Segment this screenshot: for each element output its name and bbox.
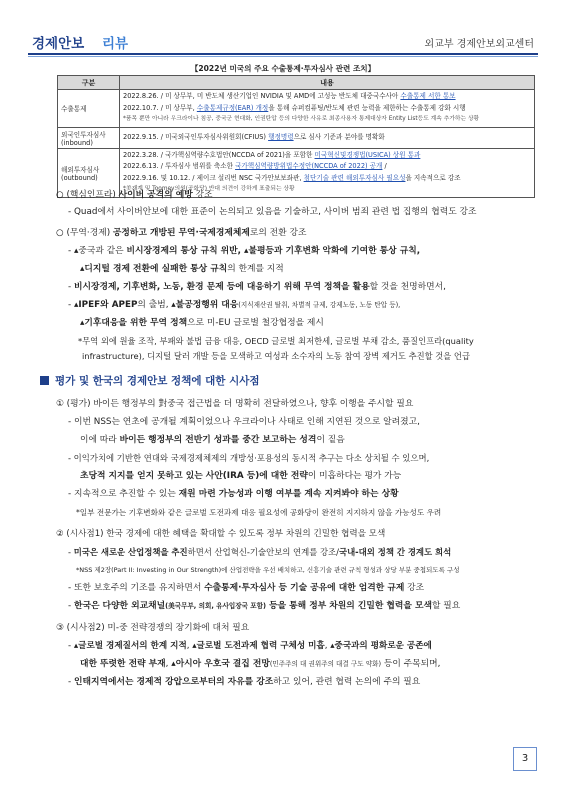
- text: 이에 따라: [80, 435, 120, 445]
- report-title-suffix: 리뷰: [102, 36, 129, 52]
- text: 강조: [404, 583, 425, 593]
- sub-bullet: [68, 281, 446, 294]
- square-bullet-icon: [40, 376, 49, 385]
- text: , ▴: [165, 659, 176, 669]
- text: (美국무부, 의회, 유사입장국 포함): [165, 602, 267, 610]
- text: 국내-대외 정책 간 경계도 희석: [338, 547, 452, 557]
- text: 재원 마련 가능성과 이행 여부를 계속 지켜봐야 하는 상황: [178, 489, 399, 499]
- sub-bullet: [68, 488, 399, 501]
- sub-bullet: - Quad에서 사이버안보에 대한 표준이 논의되고 있음을 기술하고, 사이버 범죄 관련 법 집행의 협력도 강조: [68, 207, 477, 217]
- sub-bullet: [68, 299, 400, 312]
- text: , ▴: [186, 641, 197, 651]
- sub-bullet-cont: [80, 263, 284, 276]
- text: 하면서 산업혁신-기술안보의 연계를 강조/: [187, 547, 339, 557]
- sub-bullet: - 이번 NSS는 연초에 공개될 계획이었으나 우크라이나 사태로 인해 지연된 것으로 알려졌고,: [68, 417, 420, 427]
- text: - ▴: [68, 641, 79, 651]
- link-outbound-review[interactable]: 첨단기술 관련 해외투자심사 필요성: [303, 173, 406, 182]
- text: 을 지속적으로 강조: [405, 173, 461, 182]
- report-title: 경제안보: [32, 36, 85, 52]
- footnote: *무역 외에 원율 조작, 부패와 불법 금융 대응, OECD 글로벌 최저한세, 글로벌 부채 감소, 품질인프라(quality: [78, 336, 474, 346]
- text: 미국은 새로운 산업정책을 추진: [73, 547, 188, 557]
- text: 디지털 경제 전환에 실패한 통상 규칙: [84, 264, 228, 274]
- footnote: *일부 전문가는 기후변화와 같은 글로벌 도전과제 대응 필요성에 공화당이 완전히 지지하지 않을 가능성도 우려: [76, 508, 442, 517]
- text: 초당적 지지를 얻지 못하고 있는 사안(IRA 등)에 대한 전략: [80, 471, 308, 481]
- text: ▴: [80, 264, 85, 274]
- point-implication-2: ③ (시사점2) 미-중 전략경쟁의 장기화에 대처 필요: [56, 623, 250, 633]
- text: 2022.6.13. / 투자심사 범위를 축소한: [123, 162, 236, 170]
- text: - ▴: [68, 300, 79, 310]
- text: (inbound): [61, 138, 93, 147]
- text: 중국과의 평화로운 공존에: [334, 641, 432, 651]
- sub-bullet: [68, 582, 424, 595]
- link-ear-amendment[interactable]: 수출통제규정(EAR) 개정: [196, 103, 269, 112]
- text: ○ (무역·경제): [56, 228, 113, 238]
- table-title: 【2022년 미국의 주요 수출통제·투자심사 관련 조치】: [190, 64, 376, 73]
- text: 평가 및 한국의 경제안보 정책에 대한 시사점: [55, 375, 260, 387]
- text: 을 통해 슈퍼컴퓨팅/반도체 관련 능력을 제한하는 수출통제 강화 시행: [268, 103, 466, 112]
- sub-bullet: [68, 676, 420, 689]
- table-header-content: 내용: [120, 76, 535, 90]
- text: IPEF와 APEP: [78, 300, 138, 310]
- text: 등이 주목되며,: [381, 659, 441, 669]
- text: 2022.10.7. / 미 상무부,: [123, 103, 197, 112]
- text: 불공정행위 대응: [175, 300, 239, 310]
- sub-bullet-cont: [80, 470, 401, 483]
- text: -: [68, 282, 74, 292]
- point-evaluation: ① (평가) 바이든 행정부의 對중국 접근법을 더 명확히 전달하였으나, 향후 이행을 주시할 필요: [56, 399, 414, 409]
- table-header-category: 구분: [58, 76, 120, 90]
- text: 2022.9.16. 및 10.12. / 제이크 설리번 NSC 국가안보보좌관,: [123, 173, 304, 182]
- text: 로의 전환 강조: [249, 228, 307, 238]
- text: 비시장경제, 기후변화, 노동, 환경 문제 등에 대응하기 위해 무역 정책을 활용: [73, 282, 370, 292]
- sub-bullet: [68, 640, 432, 653]
- text: 2022.3.28. / 국가핵심역량수호법안(NCCDA of 2021)을 포함한: [123, 150, 315, 159]
- text: 글로벌 경제질서의 한계 지적: [78, 641, 187, 651]
- text: 으로 미-EU 글로벌 철강협정을 제시: [187, 318, 324, 328]
- footnote-cont: infrastructure), 디지털 달러 개발 등을 모색하고 여성과 소수자의 노동 참여 장벽 제거도 추진할 것을 언급: [82, 351, 470, 361]
- sub-bullet: [68, 245, 420, 258]
- text: ▴: [80, 318, 85, 328]
- page-number: 3: [513, 747, 537, 771]
- sub-bullet: [68, 546, 451, 559]
- text: 으로 심사 기준과 분야를 명확화: [293, 132, 385, 141]
- text: 비시장경제의 통상 규칙 위반, ▴불평등과 기후변화 악화에 기여한 통상 규칙,: [126, 246, 421, 256]
- link-usica[interactable]: 미국혁신및경쟁법(USICA) 상원 통과: [314, 150, 421, 159]
- sub-bullet-cont: [80, 434, 345, 447]
- text: - 또한 보호주의 기조를 유지하면서: [68, 583, 205, 593]
- text: 바이든 행정부의 전반기 성과를 중간 보고하는 성격: [119, 435, 317, 445]
- text: 사이버 공격의 예방: [118, 190, 193, 200]
- text: (민주주의 대 권위주의 대결 구도 약화): [269, 660, 382, 668]
- text: 기후대응을 위한 무역 정책: [84, 318, 188, 328]
- organization-name: 외교부 경제안보외교센터: [424, 39, 534, 50]
- text: -: [68, 601, 74, 611]
- point-implication-1: ② (시사점1) 한국 경제에 대한 혜택을 확대할 수 있도록 정부 차원의 긴밀한 협력을 모색: [56, 529, 386, 539]
- text: - ▴중국과 같은: [68, 246, 127, 256]
- text: 수출통제·투자심사 등 기술 공유에 대한 엄격한 규제: [204, 583, 405, 593]
- text: 이 미흡하다는 평가 가능: [307, 471, 402, 481]
- text: 글로벌 도전과제 협력 구체성 미흡: [196, 641, 325, 651]
- text: 등을 통해 정부 차원의 긴밀한 협력을 모색: [266, 601, 432, 611]
- text: 의 출범, ▴: [137, 300, 176, 310]
- sub-bullet-cont: [80, 658, 440, 671]
- text: -: [68, 677, 74, 687]
- text: 이 짙음: [316, 435, 345, 445]
- text: 할 필요: [431, 601, 461, 611]
- text: 대한 뚜렷한 전략 부재: [80, 659, 166, 669]
- text: 할 것을 천명하면서,: [369, 282, 446, 292]
- text: 강조: [192, 190, 213, 200]
- sub-bullet: - 이익가치에 기반한 연대와 국제경제체제의 개방성·포용성의 동시적 추구는 다소 상치될 수 있으며,: [68, 453, 430, 463]
- sub-bullet-cont: [80, 317, 324, 330]
- link-executive-order[interactable]: 행정명령: [268, 132, 294, 141]
- text: - 지속적으로 추진할 수 있는: [68, 489, 179, 499]
- text: 의 한계를 지적: [227, 264, 284, 274]
- text: 아시아 우호국 결집 전망: [175, 659, 270, 669]
- section-heading: [40, 375, 260, 388]
- text: (outbound): [61, 173, 98, 182]
- link-export-letter[interactable]: 수출통제 서한 통보: [400, 92, 456, 100]
- text: 하고 있어, 관련 협력 논의에 주의 필요: [273, 677, 421, 687]
- table-note: *美재계 및 Toomey의원(공화당) 반대 의견이 강하게 표출되는 상황: [123, 186, 295, 192]
- table-note: *품목 뿐만 아니라 우크라이나 침공, 중국군 현대화, 인권탄압 등의 다양한 사유로 최종사용자 통제대상자 Entity List등도 계속 추가하는 상황: [123, 116, 480, 122]
- text: 2022.9.15. / 미국외국인투자심사위원회(CFIUS): [123, 132, 269, 141]
- bullet-trade: [56, 227, 306, 240]
- footnote: *NSS 제2장(Part II: Investing in Our Strength)에 산업전략을 우선 배치하고, 신흥기술 관련 규칙 형성과 상당 부분 중첩되도록 구성: [76, 566, 460, 574]
- text: /: [382, 162, 387, 170]
- sub-bullet: [68, 600, 460, 613]
- text: 2022.8.26. / 미 상무부, 미 반도체 생산기업인 NVIDIA 및 AMD에 고성능 반도체 대중국수사아: [123, 92, 401, 100]
- text: 해외투자심사: [61, 165, 100, 174]
- text: 인태지역에서는 경제적 강압으로부터의 자유를 강조: [73, 677, 274, 687]
- text: , ▴: [324, 641, 335, 651]
- text: 한국은 다양한 외교채널: [73, 601, 166, 611]
- link-nccda[interactable]: 국가핵심역량방위법수정안(NCCDA of 2022) 공개: [235, 162, 383, 170]
- bullet-cyber: [56, 189, 213, 202]
- row-category: 수출통제: [58, 90, 120, 128]
- text: ○ (핵심인프라): [56, 190, 119, 200]
- text: 공정하고 개방된 무역·국제경제체제: [112, 228, 250, 238]
- text: 외국인투자심사: [61, 130, 106, 139]
- text: -: [68, 547, 74, 557]
- text: (지식재산권 탈취, 차별적 규제, 강제노동, 노동 탄압 등),: [238, 301, 401, 309]
